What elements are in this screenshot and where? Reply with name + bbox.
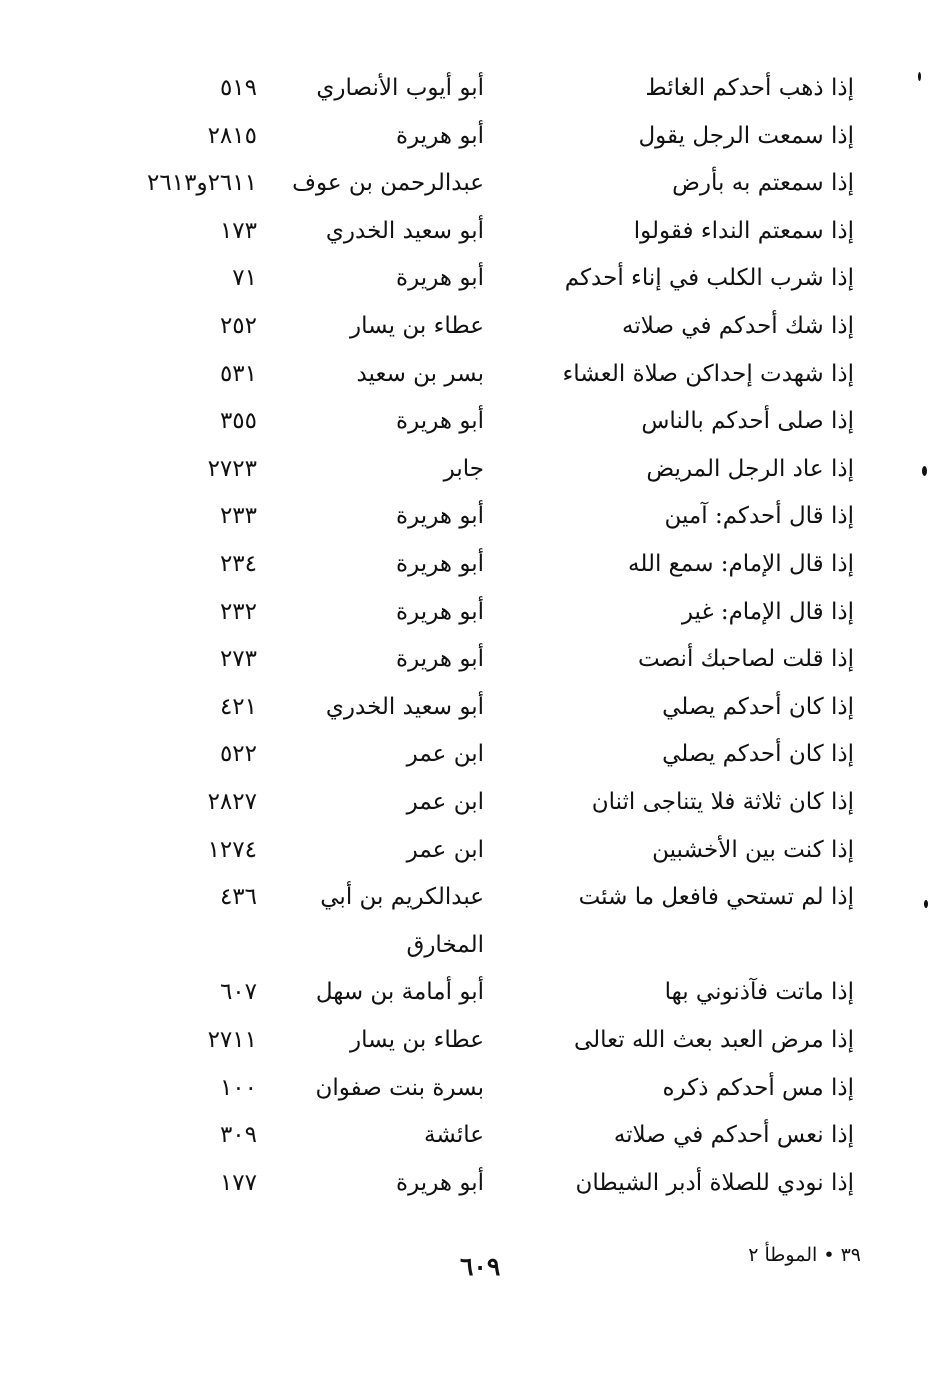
index-row [0, 588, 929, 636]
hadith-number: ٢٧٢٣ [207, 456, 257, 482]
hadith-number: ١٢٧٤ [207, 837, 257, 863]
narrator-name: ابن عمر [406, 837, 484, 863]
hadith-number: ٢٧١١ [207, 1027, 257, 1053]
narrator-name: أبو هريرة [396, 265, 484, 291]
hadith-text: إذا كان أحدكم يصلي [662, 741, 854, 767]
hadith-text: إذا شرب الكلب في إناء أحدكم [564, 265, 854, 291]
hadith-text: إذا ذهب أحدكم الغائط [645, 75, 854, 101]
index-row [0, 397, 929, 445]
hadith-number: ٤٣٦ [219, 884, 257, 910]
narrator-name: أبو سعيد الخدري [325, 218, 484, 244]
index-row [0, 350, 929, 398]
index-row [0, 492, 929, 540]
index-row [0, 112, 929, 160]
narrator-name: عبدالرحمن بن عوف [292, 170, 484, 196]
hadith-text: إذا صلى أحدكم بالناس [641, 408, 854, 434]
hadith-number: ٥١٩ [219, 75, 257, 101]
index-row [0, 445, 929, 493]
narrator-name: بسر بن سعيد [356, 361, 484, 387]
narrator-name: عبدالكريم بن أبي [320, 884, 484, 910]
hadith-number: ٢٨١٥ [207, 123, 257, 149]
hadith-number: ٢٥٢ [219, 313, 257, 339]
hadith-text: إذا عاد الرجل المريض [646, 456, 854, 482]
index-row [0, 207, 929, 255]
hadith-number: ٢٣٢ [219, 599, 257, 625]
narrator-name: بسرة بنت صفوان [315, 1075, 484, 1101]
hadith-text: إذا شهدت إحداكن صلاة العشاء [562, 361, 854, 387]
narrator-name: جابر [443, 456, 484, 482]
hadith-number: ١٧٧ [219, 1170, 257, 1196]
narrator-name: أبو أيوب الأنصاري [316, 75, 484, 101]
index-row [0, 1064, 929, 1112]
margin-mark [922, 466, 927, 476]
hadith-text: إذا كان أحدكم يصلي [662, 694, 854, 720]
hadith-text: إذا شك أحدكم في صلاته [621, 313, 854, 339]
hadith-text: إذا مرض العبد بعث الله تعالى [573, 1027, 854, 1053]
hadith-text: إذا قال الإمام: غير [681, 599, 854, 625]
hadith-text: إذا لم تستحي فافعل ما شئت [578, 884, 854, 910]
index-row [0, 873, 929, 921]
index-row [0, 64, 929, 112]
hadith-number: ٢٦١١و٢٦١٣ [147, 170, 257, 196]
hadith-text: إذا كنت بين الأخشبين [652, 837, 854, 863]
index-row [0, 635, 929, 683]
hadith-text: إذا كان ثلاثة فلا يتناجى اثنان [591, 789, 854, 815]
hadith-number: ٤٢١ [219, 694, 257, 720]
hadith-text: إذا قال الإمام: سمع الله [628, 551, 854, 577]
index-row [0, 683, 929, 731]
index-row [0, 968, 929, 1016]
narrator-name: أبو هريرة [396, 1170, 484, 1196]
hadith-text: إذا مس أحدكم ذكره [662, 1075, 854, 1101]
narrator-name: أبو هريرة [396, 408, 484, 434]
index-row [0, 1159, 929, 1207]
hadith-text: إذا سمعتم النداء فقولوا [633, 218, 854, 244]
hadith-number: ٣٥٥ [219, 408, 257, 434]
hadith-number: ٧١ [232, 265, 257, 291]
hadith-number: ٢٧٣ [219, 646, 257, 672]
hadith-number: ٥٢٢ [219, 741, 257, 767]
hadith-text: إذا قلت لصاحبك أنصت [638, 646, 854, 672]
narrator-name: عائشة [424, 1122, 484, 1148]
hadith-number: ١٠٠ [219, 1075, 257, 1101]
margin-mark [924, 900, 928, 908]
index-row [0, 1016, 929, 1064]
page-number: ٦٠٩ [460, 1252, 501, 1281]
hadith-number: ١٧٣ [219, 218, 257, 244]
index-row [0, 302, 929, 350]
narrator-name: أبو هريرة [396, 503, 484, 529]
hadith-number: ٣٠٩ [219, 1122, 257, 1148]
narrator-name: أبو هريرة [396, 123, 484, 149]
margin-mark [918, 72, 921, 81]
hadith-text: إذا ماتت فآذنوني بها [664, 979, 854, 1005]
hadith-number: ٦٠٧ [219, 979, 257, 1005]
hadith-text: إذا سمعت الرجل يقول [638, 123, 854, 149]
narrator-name: أبو هريرة [396, 551, 484, 577]
hadith-text: إذا نعس أحدكم في صلاته [613, 1122, 854, 1148]
index-row [0, 254, 929, 302]
hadith-number: ٢٨٢٧ [207, 789, 257, 815]
index-row [0, 921, 929, 969]
narrator-name: أبو سعيد الخدري [325, 694, 484, 720]
narrator-name: أبو هريرة [396, 646, 484, 672]
hadith-number: ٥٣١ [219, 361, 257, 387]
footer-signature-note: ٣٩ • الموطأ ٢ [748, 1244, 861, 1266]
index-row [0, 826, 929, 874]
index-row [0, 730, 929, 778]
narrator-name: أبو أمامة بن سهل [315, 979, 484, 1005]
hadith-number: ٢٣٣ [219, 503, 257, 529]
narrator-name: أبو هريرة [396, 599, 484, 625]
narrator-name: المخارق [406, 932, 484, 958]
hadith-number: ٢٣٤ [219, 551, 257, 577]
index-row [0, 778, 929, 826]
narrator-name: ابن عمر [406, 789, 484, 815]
narrator-name: عطاء بن يسار [350, 1027, 484, 1053]
index-row [0, 540, 929, 588]
index-row [0, 1111, 929, 1159]
narrator-name: عطاء بن يسار [350, 313, 484, 339]
hadith-text: إذا قال أحدكم: آمين [664, 503, 854, 529]
narrator-name: ابن عمر [406, 741, 484, 767]
hadith-text: إذا سمعتم به بأرض [672, 170, 854, 196]
index-row [0, 159, 929, 207]
hadith-text: إذا نودي للصلاة أدبر الشيطان [575, 1170, 854, 1196]
